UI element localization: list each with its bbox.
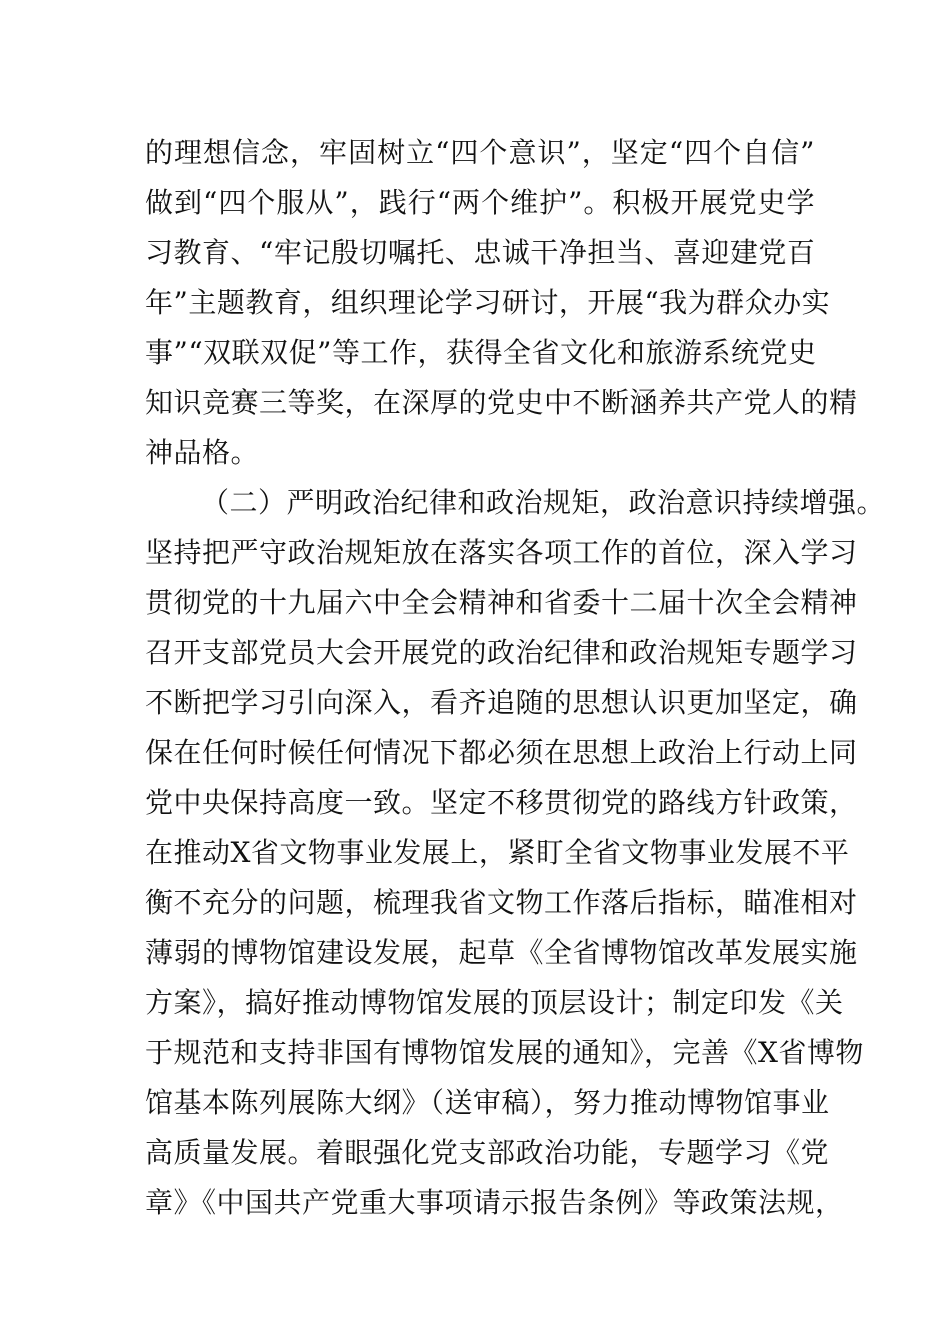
- paragraph-2: [145, 478, 886, 1228]
- text-line: 贯彻党的十九届六中全会精神和省委十二届十次全会精神: [145, 586, 858, 619]
- text-line: 做到“四个服从”，践行“两个维护”。积极开展党史学: [145, 186, 815, 219]
- text-line: 方案》，搞好推动博物馆发展的顶层设计；制定印发《关: [145, 986, 844, 1019]
- text-line: 保在任何时候任何情况下都必须在思想上政治上行动上同: [145, 736, 858, 769]
- text-line: 习教育、“牢记殷切嘱托、忠诚干净担当、喜迎建党百: [145, 236, 816, 269]
- text-line: 于规范和支持非国有博物馆发展的通知》，完善《X省博物: [145, 1036, 864, 1069]
- text-line: 年”主题教育，组织理论学习研讨，开展“我为群众办实: [145, 286, 831, 319]
- text-line: 衡不充分的问题，梳理我省文物工作落后指标，瞄准相对: [145, 886, 858, 919]
- text-line: 的理想信念，牢固树立“四个意识”，坚定“四个自信”: [145, 136, 815, 169]
- text-line: 事”“双联双促”等工作，获得全省文化和旅游系统党史: [145, 336, 817, 369]
- text-line: 知识竞赛三等奖，在深厚的党史中不断涵养共产党人的精: [145, 386, 858, 419]
- text-line: 召开支部党员大会开展党的政治纪律和政治规矩专题学习: [145, 636, 858, 669]
- text-line: 馆基本陈列展陈大纲》（送审稿），努力推动博物馆事业: [145, 1086, 830, 1119]
- text-line: 章》《中国共产党重大事项请示报告条例》等政策法规，: [145, 1186, 844, 1219]
- text-line: 不断把学习引向深入，看齐追随的思想认识更加坚定，确: [145, 686, 858, 719]
- text-line: 党中央保持高度一致。坚定不移贯彻党的路线方针政策，: [145, 786, 858, 819]
- text-line: 在推动X省文物事业发展上，紧盯全省文物事业发展不平: [145, 836, 850, 869]
- paragraph-1: [145, 128, 858, 478]
- body-text: [145, 128, 886, 1228]
- text-line: 高质量发展。着眼强化党支部政治功能，专题学习《党: [145, 1136, 830, 1169]
- text-line: 坚持把严守政治规矩放在落实各项工作的首位，深入学习: [145, 536, 858, 569]
- text-line: 神品格。: [145, 436, 260, 469]
- section-heading-line: （二）严明政治纪律和政治规矩，政治意识持续增强。: [201, 486, 886, 519]
- text-line: 薄弱的博物馆建设发展，起草《全省博物馆改革发展实施: [145, 936, 858, 969]
